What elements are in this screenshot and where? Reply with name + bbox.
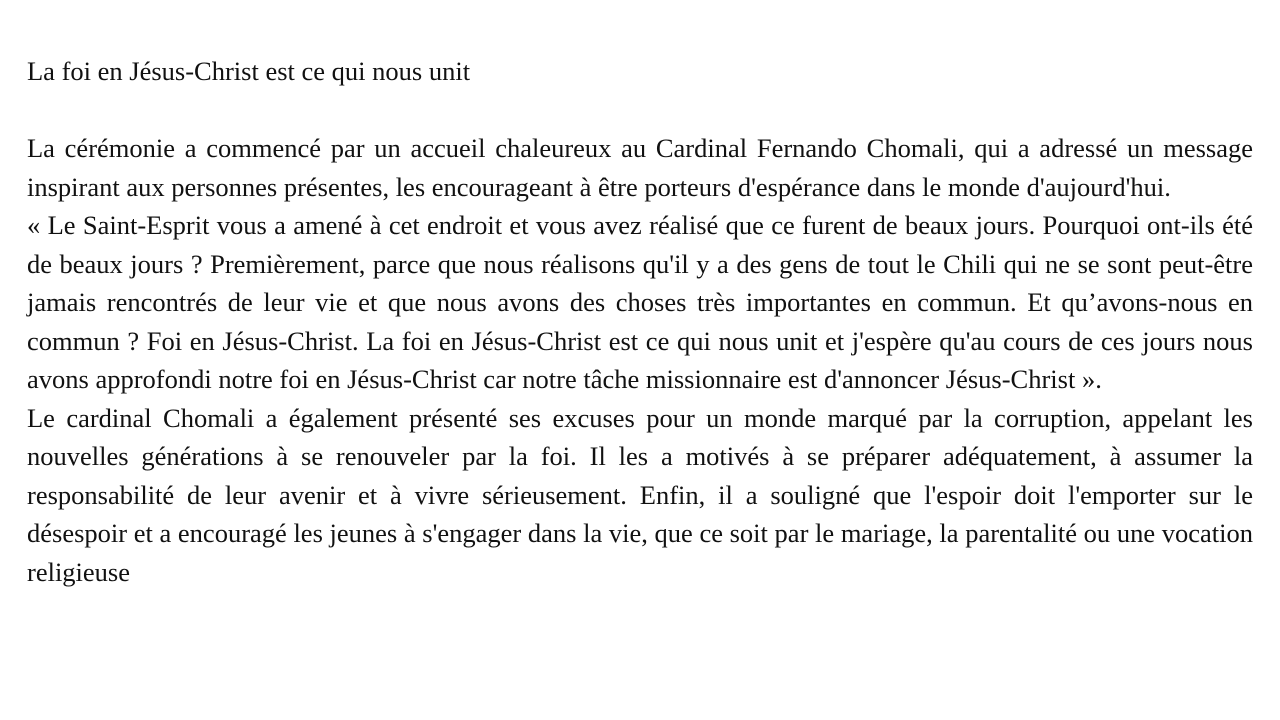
paragraph-apology: Le cardinal Chomali a également présenté ses excuses pour un monde marqué par la corruption, appelant les nouvelles générations à se renouveler par la foi. Il les a motivés à se préparer adéquatement, à assumer la responsabilité de leur avenir et à vivre sérieusement. Enfin, il a souligné que l'espoir doit l'emporter sur le désespoir et a encouragé les jeunes à s'engager dans la vie, que ce soit par le mariage, la parentalité ou une vocation religieuse: [27, 402, 1253, 587]
paragraph-ceremony: La cérémonie a commencé par un accueil chaleureux au Cardinal Fernando Chomali, qui a adressé un message inspirant aux personnes présentes, les encourageant à être porteurs d'espérance dans le monde d'aujourd'hui.: [27, 133, 1253, 202]
document-title: La foi en Jésus-Christ est ce qui nous unit: [27, 56, 471, 86]
paragraph-quote: « Le Saint-Esprit vous a amené à cet endroit et vous avez réalisé que ce furent de beaux jours. Pourquoi ont-ils été de beaux jours ? Premièrement, parce que nous réalisons qu'il y a des gens de tout le Chili qui ne se sont peut-être jamais rencontrés de leur vie et que nous avons des choses très importantes en commun. Et qu’avons-nous en commun ? Foi en Jésus-Christ. La foi en Jésus-Christ est ce qui nous unit et j'espère qu'au cours de ces jours nous avons approfondi notre foi en Jésus-Christ car notre tâche missionnaire est d'annoncer Jésus-Christ ».: [27, 210, 1253, 394]
blank-line: [27, 91, 1253, 130]
document-body: [27, 52, 1253, 591]
